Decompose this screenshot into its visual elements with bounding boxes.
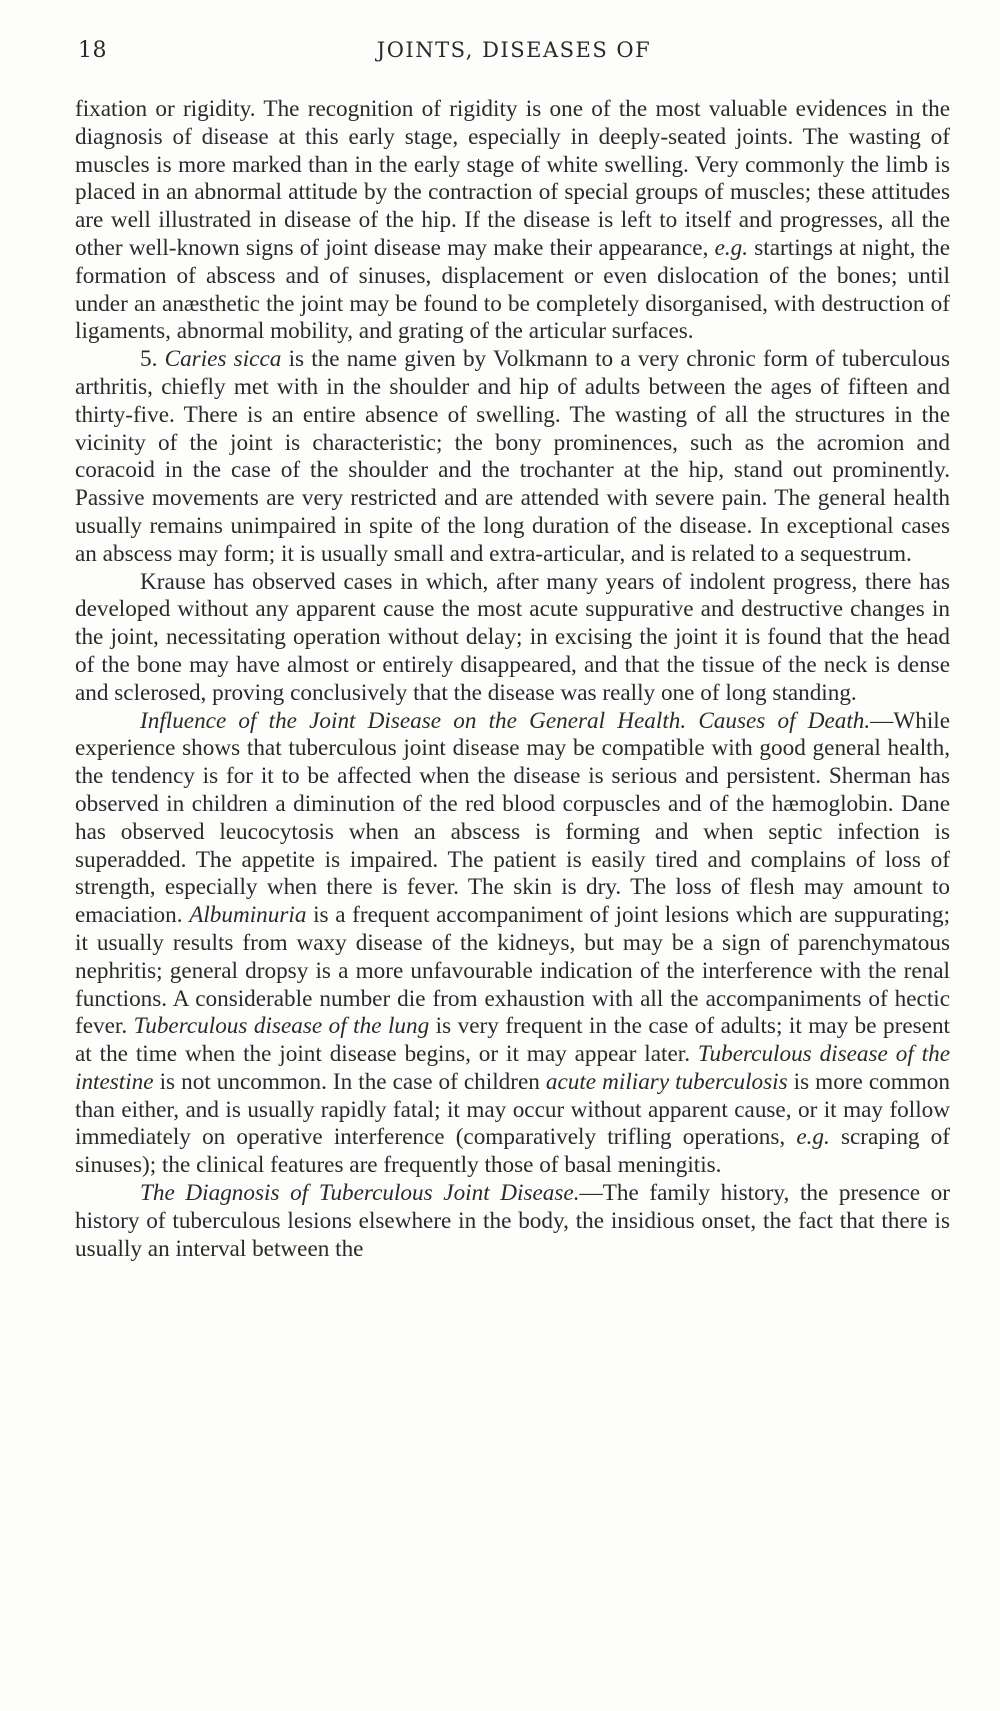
italic-text: e.g. xyxy=(714,234,749,261)
text-run: —While experience shows that tuberculous joint disease may be compatible with good general health, the tendency is for it to be affected when the disease is serious and persistent. Sherman has observed in children a diminution of the red blood corpuscles and of the hæmoglobin. Dane has observed leucocytosis when an abscess is forming and when septic infection is superadded. The appetite is impaired. The patient is easily tired and complains of loss of strength, especially when there is fever. The skin is dry. The loss of flesh may amount to emaciation. xyxy=(75,707,950,929)
text-run: scraping of sinuses); the clinical features are frequently those of basal meningitis. xyxy=(75,1124,950,1179)
text-run: startings at night, the formation of abscess and of sinuses, displacement or even dislocation of the bones; until under an anæsthetic the joint may be found to be completely disorganised, with destruction of ligaments, abnormal mobility, and grating of the articular surfaces. xyxy=(75,234,950,345)
text-run: fixation or rigidity. The recognition of rigidity is one of the most valuable evidences in the diagnosis of disease at this early stage, especially in deeply-seated joints. The wasting of muscles is more marked than in the early stage of white swelling. Very commonly the limb is placed in an abnormal attitude by the contraction of special groups of muscles; these attitudes are well illustrated in disease of the hip. If the disease is left to itself and progresses, all the other well-known signs of joint disease may make their appearance, xyxy=(75,96,950,261)
paragraph xyxy=(75,569,950,708)
italic-text: Tuberculous disease of the intestine xyxy=(75,1041,950,1095)
italic-text: Tuberculous disease of the lung xyxy=(133,1013,430,1040)
italic-text: Influence of the Joint Disease on the General Health. Causes of Death. xyxy=(140,707,871,734)
text-run: is a frequent accompaniment of joint lesions which are suppurating; it usually results from waxy disease of the kidneys, but may be a sign of parenchymatous nephritis; general dropsy is a more unfavourable indication of the interference with the renal functions. A considerable number die from exhaustion with all the accompaniments of hectic fever. xyxy=(75,902,951,1040)
text-run: is the name given by Volkmann to a very chronic form of tuberculous arthritis, chiefly met with in the shoulder and hip of adults between the ages of fifteen and thirty-five. There is an entire absence of swelling. The wasting of all the structures in the vicinity of the joint is characteristic; the bony prominences, such as the acromion and coracoid in the case of the shoulder and the trochanter at the hip, stand out prominently. Passive movements are very restricted and are attended with severe pain. The general health usually remains unimpaired in spite of the long duration of the disease. In exceptional cases an abscess may form; it is usually small and extra-articular, and is related to a sequestrum. xyxy=(75,346,951,567)
italic-text: The Diagnosis of Tuberculous Joint Disease. xyxy=(140,1180,580,1207)
text-run: 5. xyxy=(140,346,165,373)
body-text xyxy=(75,96,950,1263)
italic-text: Caries sicca xyxy=(164,346,282,373)
italic-text: Albuminuria xyxy=(189,902,307,929)
text-run: is very frequent in the case of adults; it may be present at the time when the joint disease begins, or it may appear later. xyxy=(75,1013,950,1068)
text-run: is more common than either, and is usually rapidly fatal; it may occur without apparent cause, or it may follow immediately on operative interference (comparatively trifling operations, xyxy=(75,1068,950,1151)
running-head xyxy=(78,38,950,72)
paragraph xyxy=(75,708,950,1181)
text-run: is not uncommon. In the case of children xyxy=(153,1068,546,1095)
text-run: —The family history, the presence or history of tuberculous lesions elsewhere in the body, the insidious onset, the fact that there is usually an interval between the xyxy=(75,1180,950,1262)
page-number: 18 xyxy=(78,38,107,63)
paragraph xyxy=(75,1180,950,1263)
running-title: JOINTS, DISEASES OF xyxy=(376,38,652,62)
italic-text: e.g. xyxy=(796,1124,830,1151)
paragraph xyxy=(75,96,950,346)
text-run: Krause has observed cases in which, after many years of indolent progress, there has developed without any apparent cause the most acute suppurative and destructive changes in the joint, necessitating operation without delay; in excising the joint it is found that the head of the bone may have almost or entirely disappeared, and that the tissue of the neck is dense and sclerosed, proving conclusively that the disease was really one of long standing. xyxy=(75,568,950,706)
italic-text: acute miliary tuberculosis xyxy=(545,1068,788,1095)
paragraph xyxy=(75,346,950,568)
